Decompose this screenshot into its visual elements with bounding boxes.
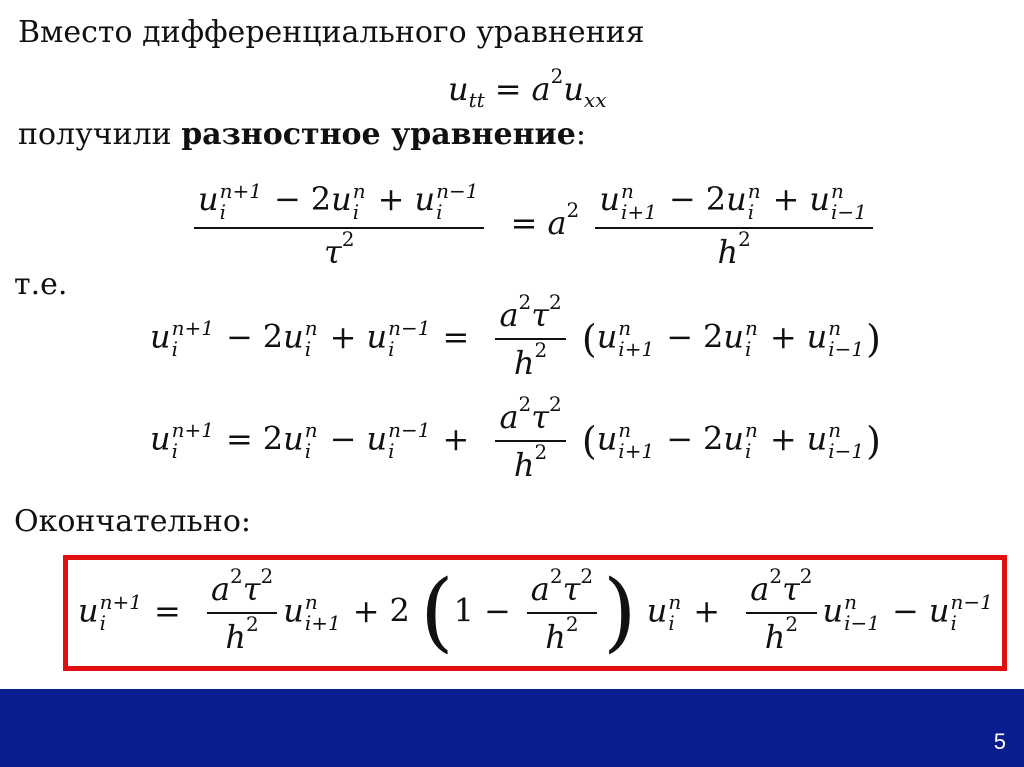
- footer-bar: [0, 689, 1024, 767]
- finally-text: Окончательно:: [14, 504, 252, 539]
- difference-equation-label: разностное уравнение: [181, 117, 576, 152]
- received-prefix: получили: [18, 117, 182, 152]
- space-difference-fraction: u n i+1 − 2u n i + u n i−1 $h^2$: [595, 180, 872, 271]
- time-difference-fraction: u n+1 i − 2u n i + u n−1 i $\tau^2$: [194, 180, 484, 271]
- slide-number: 5: [993, 729, 1006, 754]
- ie-text: т.е.: [14, 267, 68, 302]
- pde-equation: $u_{tt} = a^2u_{xx}$: [448, 64, 607, 112]
- received-suffix: :: [575, 117, 586, 152]
- equation-rearranged-2: u n+1 i = 2u n i − u n−1 i + $\frac{a^2\tau^2}{h^2}$ (u n i+1 − 2u n i + u n i−1 ): [150, 392, 881, 484]
- intro-text: Вместо дифференциального уравнения: [18, 15, 645, 50]
- received-text: [18, 118, 586, 152]
- equation-rearranged-1: u n+1 i − 2u n i + u n−1 i = $\frac{a^2\tau^2}{h^2}$ (u n i+1 − 2u n i + u n i−1 ): [150, 290, 881, 382]
- difference-equation: u n+1 i − 2u n i + u n−1 i $\tau^2$ = $a^2$ u n i+1 − 2u n i + u n i−1 $h^2$: [188, 180, 879, 271]
- final-equation: u n+1 i = $\frac{a^2\tau^2}{h^2}$ u n i+1 + 2 (1 − $\frac{a^2\tau^2}{h^2}$ ) u n i + $\frac{a^2\tau^2}{h^2}$ u n i−1 − u n−1 i: [78, 562, 993, 663]
